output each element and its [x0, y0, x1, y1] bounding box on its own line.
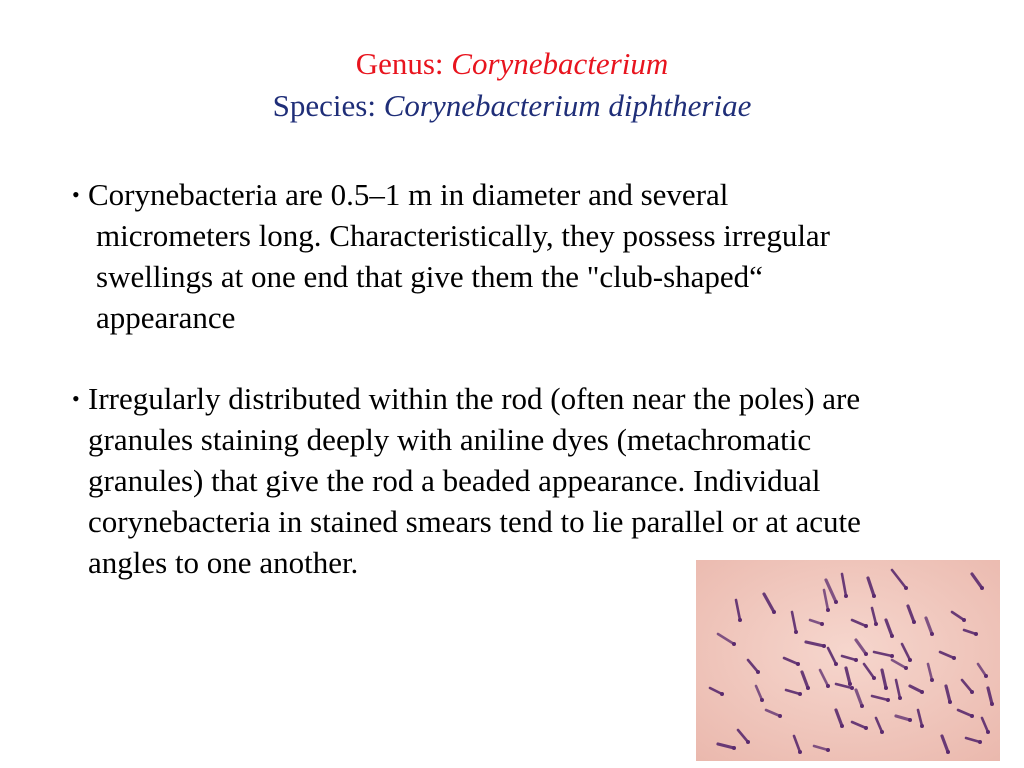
stained-smear-illustration: [696, 560, 1000, 761]
bacterium-club-end: [990, 702, 994, 706]
bacterium-club-end: [806, 686, 810, 690]
species-title: [0, 88, 1024, 124]
bullet-1-line-1: Corynebacteria are 0.5–1 m in diameter and several: [88, 177, 729, 212]
bacterium-club-end: [822, 644, 826, 648]
bacterium-club-end: [890, 634, 894, 638]
bacterium-club-end: [860, 704, 864, 708]
bacterium-club-end: [978, 740, 982, 744]
bullet-point-1: [72, 174, 952, 344]
bacterium-club-end: [756, 670, 760, 674]
bacterium-club-end: [986, 730, 990, 734]
bullet-2-line-5: angles to one another.: [88, 545, 359, 580]
bacterium-club-end: [890, 654, 894, 658]
bacterium-club-end: [864, 652, 868, 656]
bacterium-club-end: [920, 690, 924, 694]
bacterium-club-end: [826, 608, 830, 612]
bacterium-club-end: [930, 678, 934, 682]
bacterium-club-end: [984, 674, 988, 678]
bacterium-club-end: [946, 750, 950, 754]
bacterium-club-end: [886, 698, 890, 702]
bullet-2-line-3: granules) that give the rod a beaded appearance. Individual: [88, 463, 821, 498]
bacterium-club-end: [732, 642, 736, 646]
bacterium-club-end: [884, 686, 888, 690]
bacterium-club-end: [778, 714, 782, 718]
bacterium-club-end: [872, 676, 876, 680]
bacterium-club-end: [874, 622, 878, 626]
bullet-point-2: [72, 378, 952, 588]
bacterium-club-end: [760, 698, 764, 702]
bacterium-club-end: [834, 662, 838, 666]
bacterium-club-end: [794, 630, 798, 634]
bacterium-club-end: [854, 658, 858, 662]
bacterium-club-end: [974, 632, 978, 636]
bacterium-club-end: [930, 632, 934, 636]
bullet-2-line-2: granules staining deeply with aniline dyes (metachromatic: [88, 422, 812, 457]
smear-background: [696, 560, 1000, 761]
bacterium-club-end: [970, 690, 974, 694]
bullet-1-line-2: micrometers long. Characteristically, they possess irregular: [96, 218, 831, 253]
bullet-1-line-4: appearance: [96, 300, 236, 335]
bacterium-club-end: [798, 750, 802, 754]
bullet-2-line-1: Irregularly distributed within the rod (often near the poles) are: [88, 381, 861, 416]
genus-title: [0, 46, 1024, 82]
bacterium-club-end: [720, 692, 724, 696]
bacterium-club-end: [898, 696, 902, 700]
bacterium-club-end: [826, 684, 830, 688]
bacterium-club-end: [732, 746, 736, 750]
bacterium-club-end: [980, 586, 984, 590]
bacterium-club-end: [834, 600, 838, 604]
bacterium-club-end: [872, 594, 876, 598]
bacterium-club-end: [864, 726, 868, 730]
bullet-2-line-4: corynebacteria in stained smears tend to lie parallel or at acute: [88, 504, 861, 539]
bacterium-club-end: [796, 662, 800, 666]
species-name: Corynebacterium diphtheriae: [383, 88, 752, 123]
bacterium-club-end: [820, 622, 824, 626]
bullet-marker: •: [72, 386, 80, 411]
bacterium-club-end: [904, 586, 908, 590]
bacterium-club-end: [912, 620, 916, 624]
bacterium-club-end: [826, 748, 830, 752]
bullet-1-line-3: swellings at one end that give them the "club-shaped“: [96, 259, 763, 294]
bacterium-club-end: [970, 714, 974, 718]
bacterium-club-end: [844, 594, 848, 598]
genus-prefix: Genus:: [355, 46, 452, 81]
bacterium-club-end: [908, 718, 912, 722]
bacterium-club-end: [840, 724, 844, 728]
micrograph-image: [696, 560, 1000, 761]
bacterium-club-end: [962, 618, 966, 622]
bacterium-club-end: [746, 740, 750, 744]
bacterium-club-end: [864, 624, 868, 628]
bacterium-club-end: [904, 666, 908, 670]
bacterium-club-end: [798, 692, 802, 696]
bacterium-club-end: [880, 730, 884, 734]
bacterium-club-end: [908, 658, 912, 662]
bullet-marker: •: [72, 182, 80, 207]
bacterium-club-end: [952, 656, 956, 660]
bacterium-club-end: [738, 618, 742, 622]
species-prefix: Species:: [272, 88, 384, 123]
bacterium-club-end: [920, 724, 924, 728]
bacterium-club-end: [848, 682, 852, 686]
genus-name: Corynebacterium: [451, 46, 669, 81]
bacterium-club-end: [772, 610, 776, 614]
bacterium-club-end: [948, 700, 952, 704]
bacterium-club-end: [850, 686, 854, 690]
